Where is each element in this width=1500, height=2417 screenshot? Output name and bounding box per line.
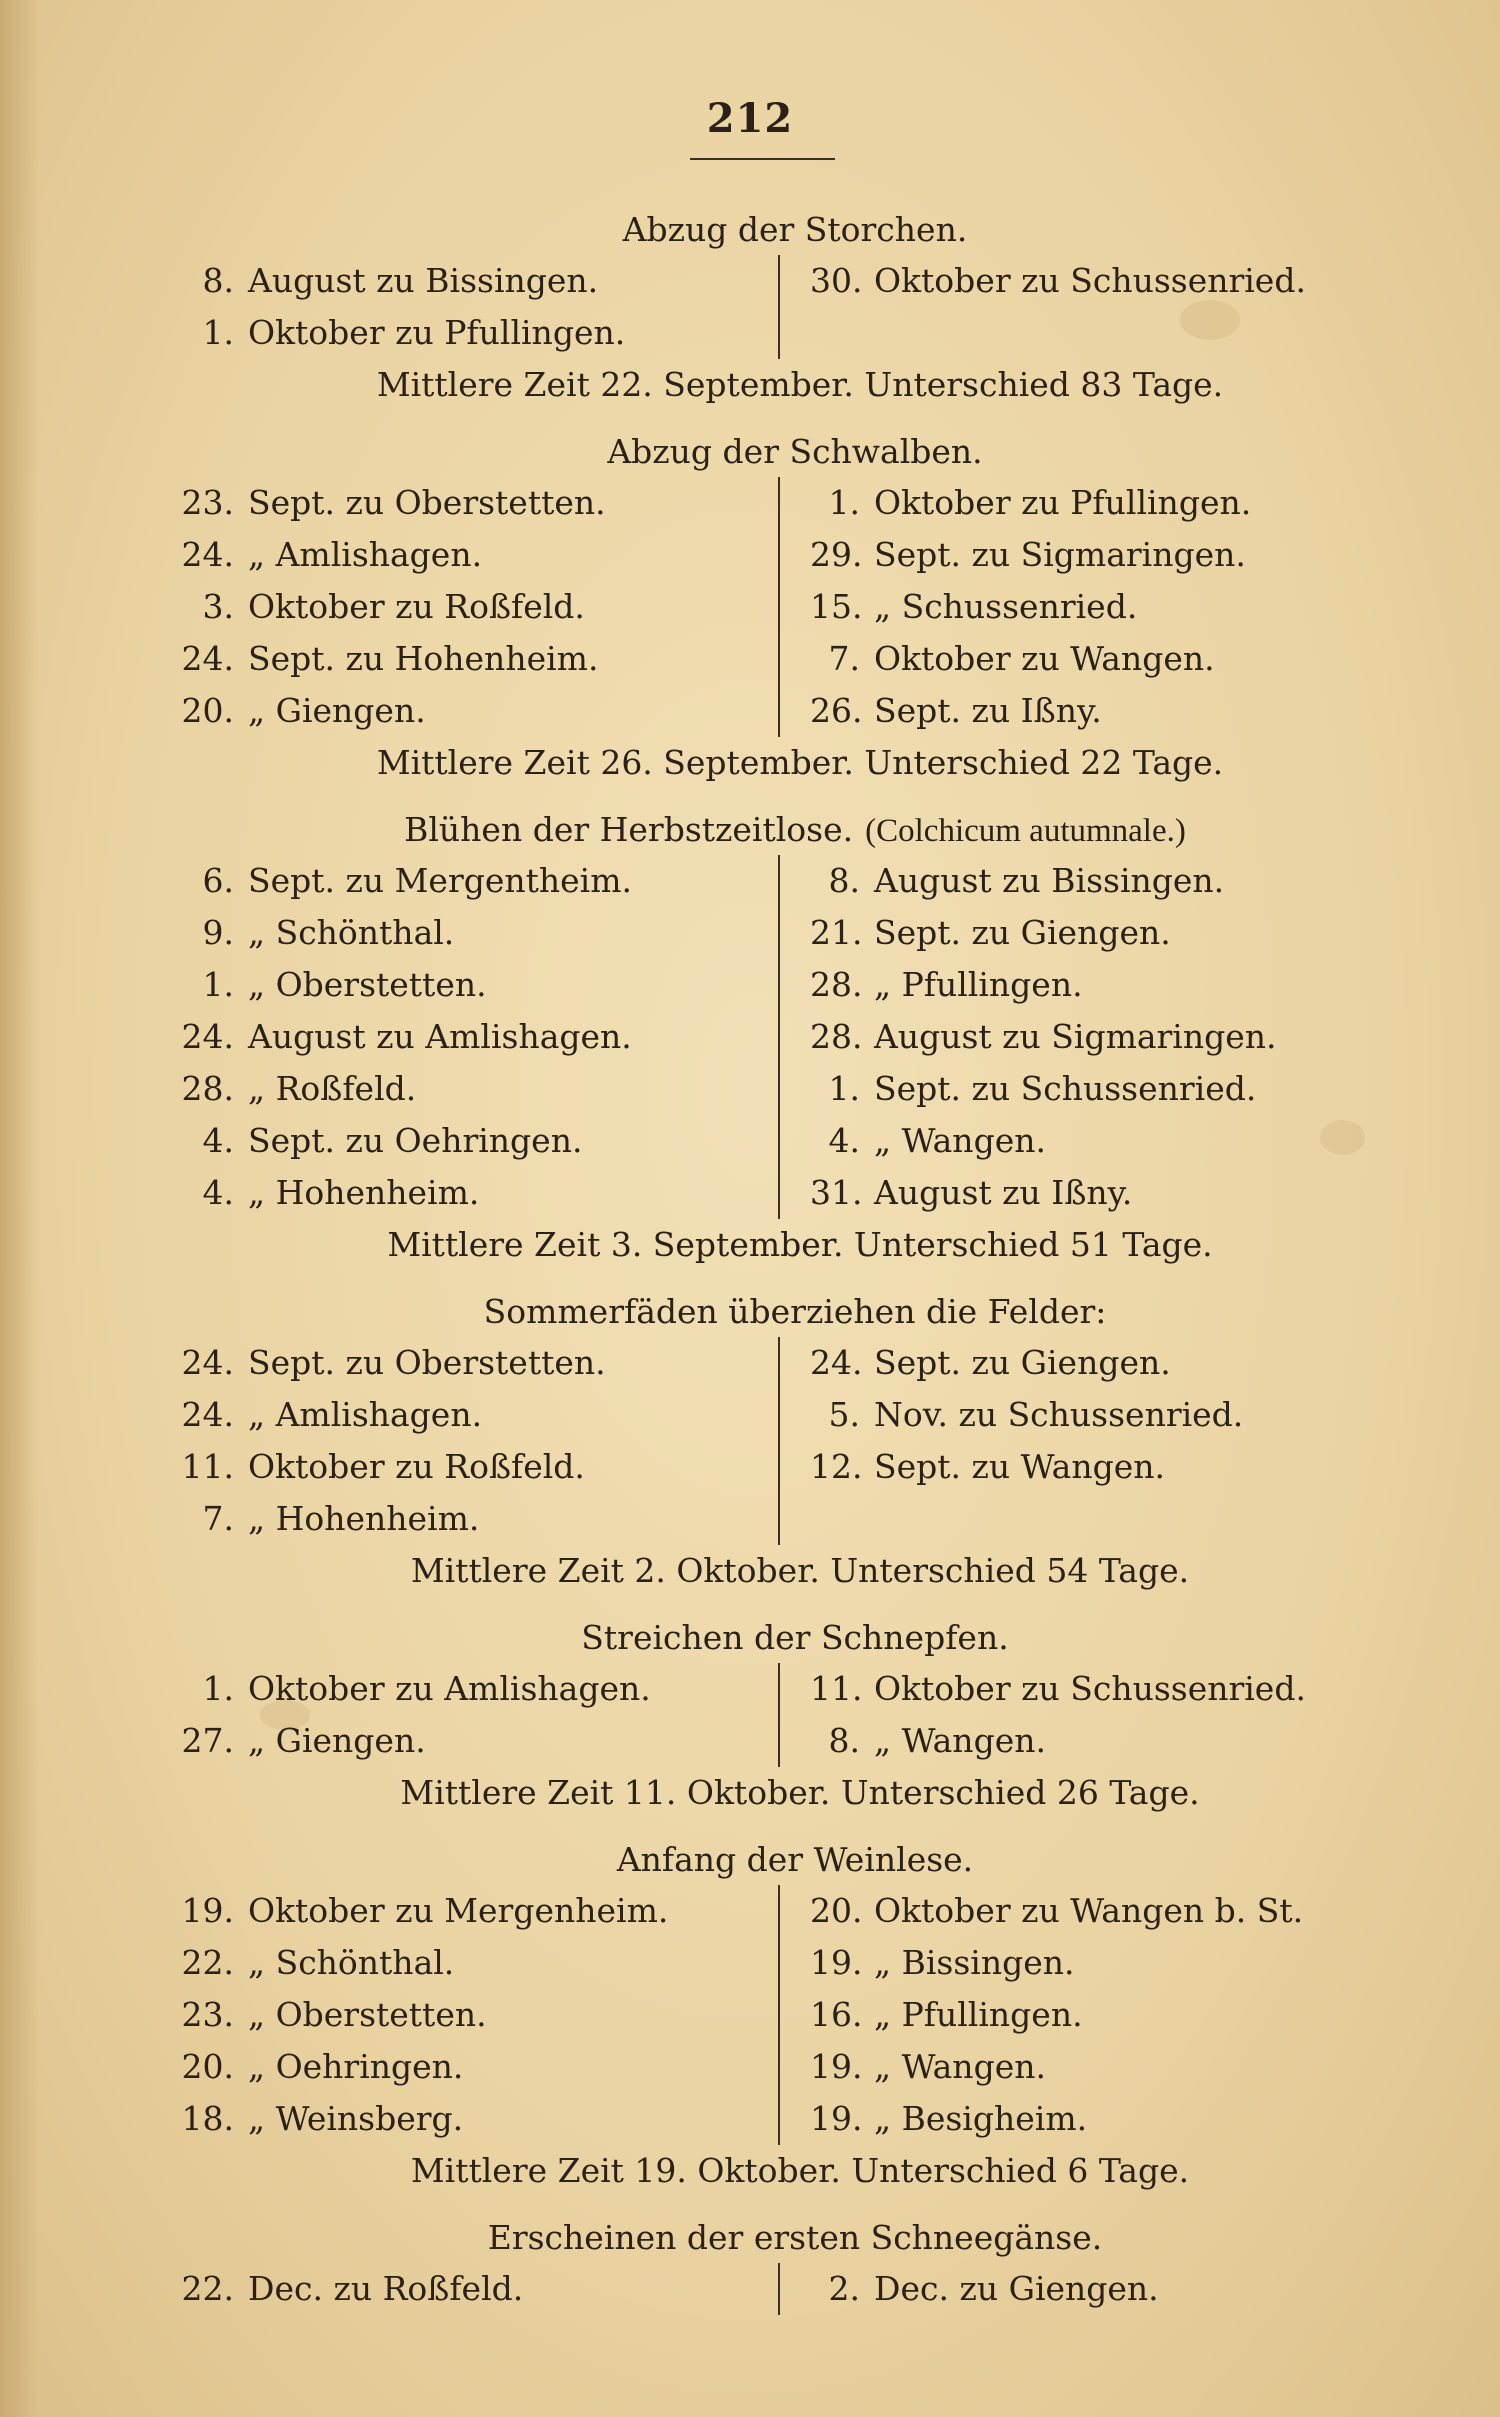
day-number: 28.	[181, 1069, 234, 1108]
left-column	[160, 1663, 780, 1767]
day-number: 15.	[810, 587, 863, 626]
observation-row	[810, 529, 1400, 581]
observation-section	[160, 205, 1400, 411]
observation-row	[160, 529, 778, 581]
section-title-text: Sommerfäden überziehen die Felder:	[483, 1292, 1107, 1331]
left-column	[160, 477, 780, 737]
day-number: 23.	[181, 1995, 234, 2034]
observation-row	[810, 1389, 1400, 1441]
section-title-latin: (Colchicum autumnale.)	[865, 813, 1186, 849]
observation-text: August zu Bissingen.	[874, 861, 1225, 900]
section-title	[160, 1287, 1400, 1337]
day-number: 19.	[810, 2047, 863, 2086]
left-column	[160, 1337, 780, 1545]
day-number: 19.	[810, 2099, 863, 2138]
right-column	[780, 1663, 1400, 1767]
day-number: 6.	[202, 861, 234, 900]
observation-text: Oktober zu Mergenheim.	[248, 1891, 669, 1930]
observation-text: „ Amlishagen.	[248, 535, 483, 574]
page-number: 212	[706, 95, 794, 142]
observation-text: „ Oberstetten.	[248, 1995, 487, 2034]
section-title	[160, 2213, 1400, 2263]
day-number: 3.	[202, 587, 234, 626]
observation-row	[810, 581, 1400, 633]
observation-text: Oktober zu Pfullingen.	[874, 483, 1252, 522]
observation-text: Oktober zu Wangen.	[874, 639, 1215, 678]
observation-text: „ Amlishagen.	[248, 1395, 483, 1434]
observation-grid	[160, 2263, 1400, 2315]
observation-text: Oktober zu Schussenried.	[874, 1669, 1306, 1708]
day-number: 4.	[828, 1121, 860, 1160]
observation-section	[160, 2213, 1400, 2315]
observation-text: August zu Sigmaringen.	[874, 1017, 1277, 1056]
day-number: 24.	[181, 1395, 234, 1434]
observation-row	[160, 1885, 778, 1937]
day-number: 8.	[202, 261, 234, 300]
observation-text: Oktober zu Amlishagen.	[248, 1669, 651, 1708]
day-number: 2.	[828, 2269, 860, 2308]
day-number: 31.	[810, 1173, 863, 1212]
day-number: 16.	[810, 1995, 863, 2034]
observation-row	[160, 907, 778, 959]
observation-grid	[160, 255, 1400, 359]
observation-row	[160, 307, 778, 359]
day-number: 23.	[181, 483, 234, 522]
observation-section	[160, 1835, 1400, 2197]
observation-text: Sept. zu Schussenried.	[874, 1069, 1257, 1108]
day-number: 24.	[181, 639, 234, 678]
observation-text: August zu Amlishagen.	[248, 1017, 632, 1056]
day-number: 29.	[810, 535, 863, 574]
day-number: 26.	[810, 691, 863, 730]
observation-text: „ Hohenheim.	[248, 1499, 480, 1538]
left-column	[160, 855, 780, 1219]
observation-row	[810, 1885, 1400, 1937]
section-title	[160, 427, 1400, 477]
section-title-text: Erscheinen der ersten Schneegänse.	[487, 2218, 1103, 2257]
observation-row	[810, 1011, 1400, 1063]
observation-text: Oktober zu Roßfeld.	[248, 587, 585, 626]
day-number: 8.	[828, 861, 860, 900]
observation-text: Sept. zu Sigmaringen.	[874, 535, 1246, 574]
right-column	[780, 855, 1400, 1219]
observation-section	[160, 427, 1400, 789]
right-column	[780, 1885, 1400, 2145]
observation-row	[810, 685, 1400, 737]
day-number: 20.	[810, 1891, 863, 1930]
observation-row	[160, 255, 778, 307]
observation-text: „ Hohenheim.	[248, 1173, 480, 1212]
section-title	[160, 1835, 1400, 1885]
observation-text: „ Giengen.	[248, 1721, 426, 1760]
observation-text: „ Schussenried.	[874, 587, 1138, 626]
day-number: 1.	[828, 483, 860, 522]
left-column	[160, 2263, 780, 2315]
day-number: 1.	[202, 313, 234, 352]
observation-text: Dec. zu Giengen.	[874, 2269, 1159, 2308]
observation-row	[810, 1115, 1400, 1167]
day-number: 1.	[202, 1669, 234, 1708]
day-number: 20.	[181, 691, 234, 730]
observation-row	[160, 1011, 778, 1063]
observation-text: Oktober zu Roßfeld.	[248, 1447, 585, 1486]
section-title	[160, 805, 1400, 855]
section-title-text: Blühen der Herbstzeitlose.	[404, 810, 854, 849]
observation-row	[810, 1167, 1400, 1219]
right-column	[780, 477, 1400, 737]
day-number: 8.	[828, 1721, 860, 1760]
observation-text: „ Schönthal.	[248, 913, 455, 952]
section-title-text: Streichen der Schnepfen.	[581, 1618, 1009, 1657]
observation-row	[810, 477, 1400, 529]
observation-row	[810, 1989, 1400, 2041]
day-number: 20.	[181, 2047, 234, 2086]
observation-row	[810, 633, 1400, 685]
observation-row	[160, 855, 778, 907]
day-number: 5.	[828, 1395, 860, 1434]
observation-text: „ Roßfeld.	[248, 1069, 417, 1108]
day-number: 11.	[810, 1669, 863, 1708]
header-rule	[690, 158, 835, 160]
observation-section	[160, 805, 1400, 1271]
day-number: 22.	[181, 2269, 234, 2308]
section-summary: Mittlere Zeit 22. September. Unterschied 83 Tage.	[376, 365, 1224, 404]
observation-row	[160, 2263, 778, 2315]
observation-text: Oktober zu Pfullingen.	[248, 313, 626, 352]
section-summary: Mittlere Zeit 19. Oktober. Unterschied 6 Tage.	[410, 2151, 1190, 2190]
day-number: 4.	[202, 1121, 234, 1160]
section-summary: Mittlere Zeit 3. September. Unterschied 51 Tage.	[387, 1225, 1213, 1264]
left-column	[160, 255, 780, 359]
section-summary: Mittlere Zeit 11. Oktober. Unterschied 26 Tage.	[400, 1773, 1200, 1812]
left-column	[160, 1885, 780, 2145]
day-number: 24.	[181, 1017, 234, 1056]
observation-text: Sept. zu Mergentheim.	[248, 861, 633, 900]
observation-text: August zu Bissingen.	[248, 261, 599, 300]
day-number: 7.	[828, 639, 860, 678]
page-spine-shadow	[0, 0, 40, 2417]
observation-section	[160, 1287, 1400, 1597]
observation-row	[810, 2263, 1400, 2315]
day-number: 27.	[181, 1721, 234, 1760]
observation-grid	[160, 1663, 1400, 1767]
observation-row	[160, 633, 778, 685]
observation-row	[810, 855, 1400, 907]
observation-row	[160, 2041, 778, 2093]
observation-text: Dec. zu Roßfeld.	[248, 2269, 524, 2308]
observation-row	[160, 1063, 778, 1115]
observation-text: „ Bissingen.	[874, 1943, 1075, 1982]
day-number: 4.	[202, 1173, 234, 1212]
observation-text: Sept. zu Oehringen.	[248, 1121, 583, 1160]
observation-text: „ Wangen.	[874, 1721, 1046, 1760]
observation-row	[810, 907, 1400, 959]
day-number: 24.	[810, 1343, 863, 1382]
observation-row	[160, 1441, 778, 1493]
day-number: 24.	[181, 1343, 234, 1382]
day-number: 11.	[181, 1447, 234, 1486]
section-summary: Mittlere Zeit 2. Oktober. Unterschied 54 Tage.	[410, 1551, 1190, 1590]
section-title-text: Abzug der Storchen.	[622, 210, 968, 249]
section-title-text: Anfang der Weinlese.	[616, 1840, 974, 1879]
observation-row	[810, 1715, 1400, 1767]
observation-row	[810, 1337, 1400, 1389]
observation-row	[810, 2041, 1400, 2093]
observation-text: Oktober zu Schussenried.	[874, 261, 1306, 300]
day-number: 19.	[810, 1943, 863, 1982]
observation-text: „ Giengen.	[248, 691, 426, 730]
observation-text: „ Pfullingen.	[874, 1995, 1083, 2034]
observation-text: „ Wangen.	[874, 2047, 1046, 2086]
observation-row	[160, 581, 778, 633]
section-title	[160, 205, 1400, 255]
observation-grid	[160, 1337, 1400, 1545]
observation-text: „ Pfullingen.	[874, 965, 1083, 1004]
observation-row	[160, 1937, 778, 1989]
observation-row	[160, 685, 778, 737]
day-number: 28.	[810, 965, 863, 1004]
day-number: 19.	[181, 1891, 234, 1930]
observation-text: August zu Ißny.	[874, 1173, 1133, 1212]
day-number: 24.	[181, 535, 234, 574]
day-number: 21.	[810, 913, 863, 952]
section-summary: Mittlere Zeit 26. September. Unterschied 22 Tage.	[376, 743, 1224, 782]
observation-row	[810, 1937, 1400, 1989]
observation-row	[160, 959, 778, 1011]
observation-row	[160, 1389, 778, 1441]
observation-row	[160, 1167, 778, 1219]
day-number: 1.	[202, 965, 234, 1004]
observation-grid	[160, 477, 1400, 737]
observation-row	[810, 1441, 1400, 1493]
observation-text: Sept. zu Oberstetten.	[248, 483, 606, 522]
observation-text: Sept. zu Giengen.	[874, 1343, 1171, 1382]
section-title	[160, 1613, 1400, 1663]
day-number: 22.	[181, 1943, 234, 1982]
observation-text: „ Weinsberg.	[248, 2099, 464, 2138]
day-number: 9.	[202, 913, 234, 952]
right-column	[780, 1337, 1400, 1545]
observation-grid	[160, 855, 1400, 1219]
observation-row	[160, 1989, 778, 2041]
observation-text: Sept. zu Giengen.	[874, 913, 1171, 952]
observation-row	[160, 1663, 778, 1715]
observation-text: Sept. zu Wangen.	[874, 1447, 1166, 1486]
observation-row	[810, 1663, 1400, 1715]
day-number: 28.	[810, 1017, 863, 1056]
observation-row	[160, 1493, 778, 1545]
right-column	[780, 255, 1400, 359]
observation-row	[160, 2093, 778, 2145]
right-column	[780, 2263, 1400, 2315]
observation-text: „ Wangen.	[874, 1121, 1046, 1160]
observation-text: Nov. zu Schussenried.	[874, 1395, 1244, 1434]
observation-row	[810, 2093, 1400, 2145]
page-content	[160, 205, 1400, 2331]
day-number: 7.	[202, 1499, 234, 1538]
observation-text: „ Besigheim.	[874, 2099, 1088, 2138]
observation-row	[160, 1715, 778, 1767]
observation-row	[810, 1063, 1400, 1115]
observation-row	[160, 477, 778, 529]
day-number: 1.	[828, 1069, 860, 1108]
observation-text: „ Oehringen.	[248, 2047, 464, 2086]
observation-text: Sept. zu Ißny.	[874, 691, 1102, 730]
observation-row	[810, 959, 1400, 1011]
day-number: 30.	[810, 261, 863, 300]
observation-text: Oktober zu Wangen b. St.	[874, 1891, 1304, 1930]
observation-row	[810, 255, 1400, 307]
observation-text: „ Schönthal.	[248, 1943, 455, 1982]
observation-text: Sept. zu Oberstetten.	[248, 1343, 606, 1382]
section-title-text: Abzug der Schwalben.	[607, 432, 983, 471]
observation-text: Sept. zu Hohenheim.	[248, 639, 599, 678]
observation-text: „ Oberstetten.	[248, 965, 487, 1004]
observation-row	[160, 1337, 778, 1389]
day-number: 18.	[181, 2099, 234, 2138]
observation-row	[160, 1115, 778, 1167]
observation-section	[160, 1613, 1400, 1819]
day-number: 12.	[810, 1447, 863, 1486]
observation-grid	[160, 1885, 1400, 2145]
